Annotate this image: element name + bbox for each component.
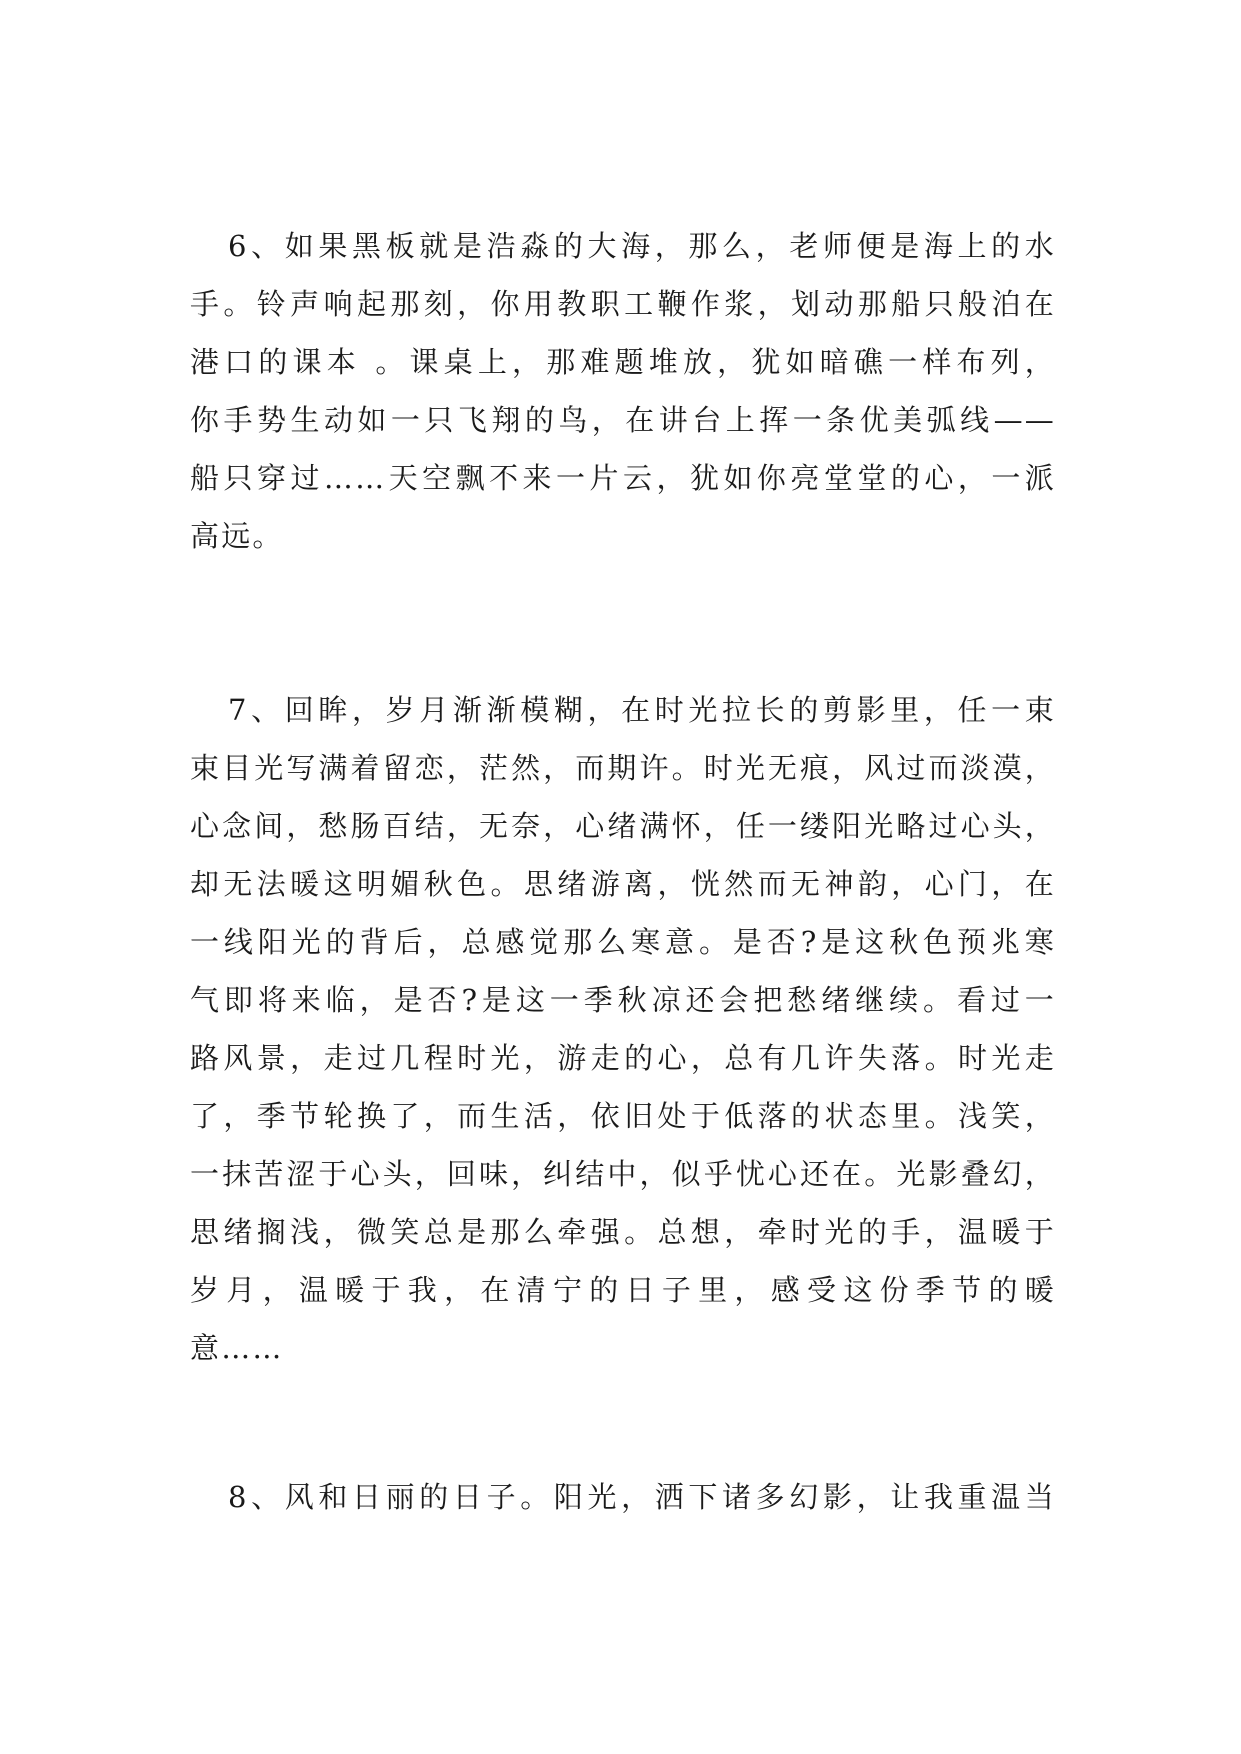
paragraph-line: 束目光写满着留恋，茫然，而期许。时光无痕，风过而淡漠，: [190, 751, 1056, 785]
paragraph-line: 一抹苦涩于心头，回味，纠结中，似乎忧心还在。光影叠幻，: [190, 1157, 1056, 1191]
paragraph-line: 6、如果黑板就是浩淼的大海，那么，老师便是海上的水: [228, 229, 1056, 263]
paragraph-6: [190, 217, 1056, 565]
paragraph-line: 8、风和日丽的日子。阳光，洒下诸多幻影，让我重温当: [228, 1480, 1056, 1514]
paragraph-7: [190, 681, 1056, 1377]
paragraph-line: 船只穿过……天空飘不来一片云，犹如你亮堂堂的心，一派: [190, 461, 1056, 495]
paragraph-8: [190, 1468, 1056, 1526]
paragraph-line: 你手势生动如一只飞翔的鸟，在讲台上挥一条优美弧线——: [190, 403, 1056, 437]
paragraph-line: 意……: [190, 1331, 284, 1365]
paragraph-line: 气即将来临，是否?是这一季秋凉还会把愁绪继续。看过一: [190, 983, 1056, 1017]
paragraph-line: 岁月，温暖于我，在清宁的日子里，感受这份季节的暖: [190, 1273, 1056, 1307]
paragraph-line: 思绪搁浅，微笑总是那么牵强。总想，牵时光的手，温暖于: [190, 1215, 1056, 1249]
paragraph-line: 心念间，愁肠百结，无奈，心绪满怀，任一缕阳光略过心头，: [190, 809, 1056, 843]
paragraph-line: 手。铃声响起那刻，你用教职工鞭作浆，划动那船只般泊在: [190, 287, 1056, 321]
paragraph-line: 港口的课本 。课桌上，那难题堆放，犹如暗礁一样布列，: [190, 345, 1056, 379]
paragraph-line: 却无法暖这明媚秋色。思绪游离，恍然而无神韵，心门，在: [190, 867, 1056, 901]
paragraph-line: 高远。: [190, 519, 284, 553]
paragraph-line: 路风景，走过几程时光，游走的心，总有几许失落。时光走: [190, 1041, 1056, 1075]
paragraph-line: 一线阳光的背后，总感觉那么寒意。是否?是这秋色预兆寒: [190, 925, 1056, 959]
paragraph-line: 7、回眸，岁月渐渐模糊，在时光拉长的剪影里，任一束: [228, 693, 1056, 727]
paragraph-line: 了，季节轮换了，而生活，依旧处于低落的状态里。浅笑，: [190, 1099, 1056, 1133]
